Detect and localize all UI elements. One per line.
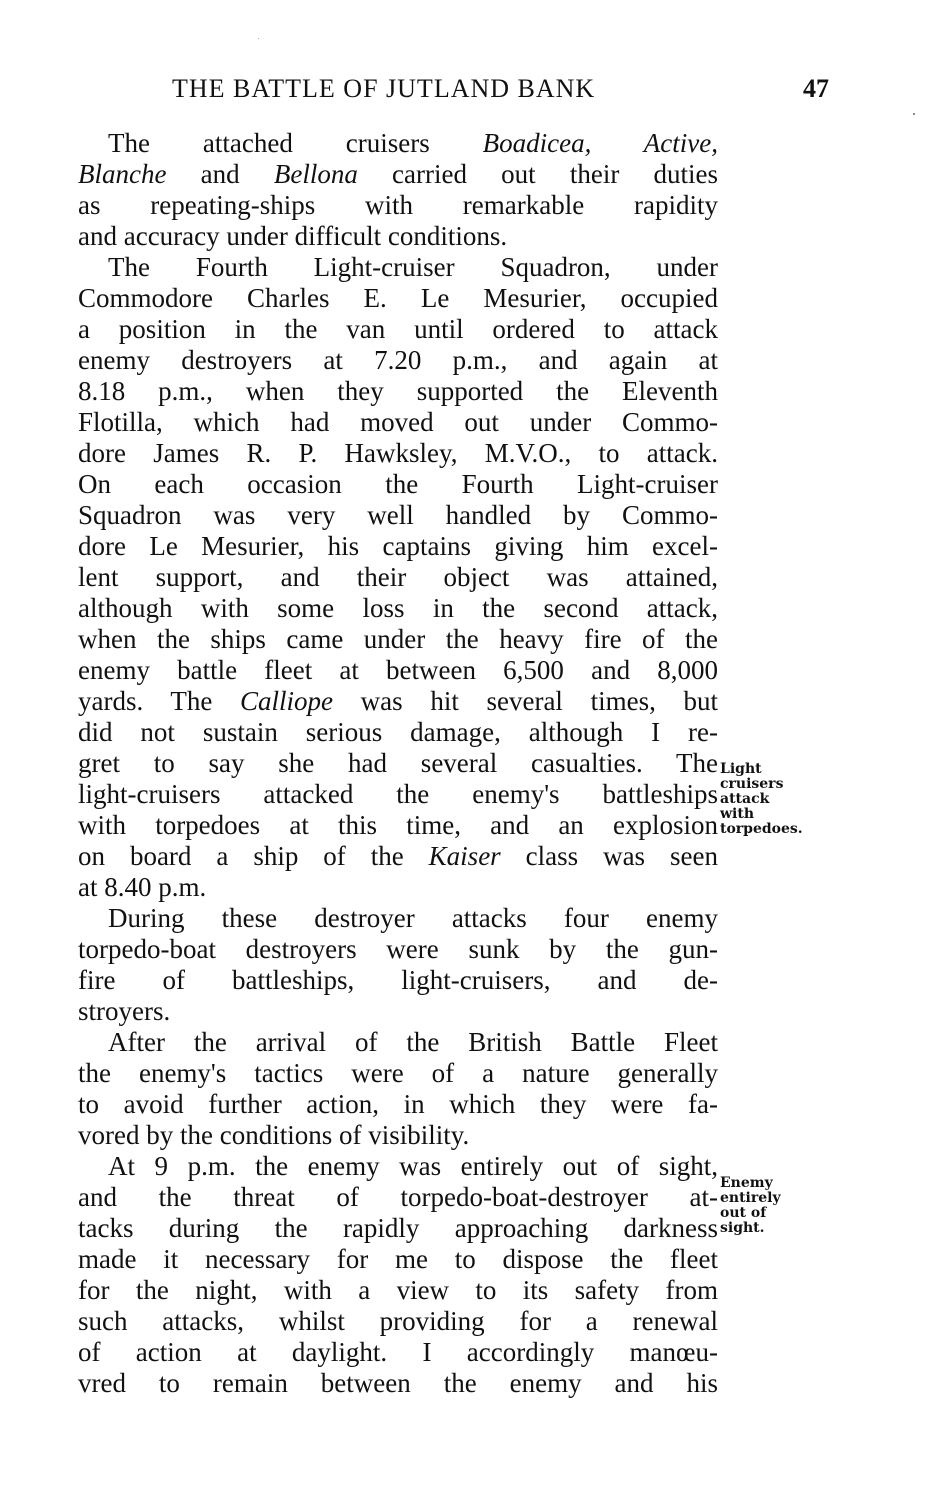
marginal-line: entirely [720, 1190, 781, 1206]
page-number: 47 [803, 74, 829, 103]
text-line: on board a ship of the Kaiser class was seen [78, 841, 718, 871]
text-line: of action at daylight. I accordingly manœu- [78, 1337, 718, 1367]
marginal-line: out of [720, 1205, 767, 1221]
text-line: when the ships came under the heavy fire of the [78, 624, 718, 654]
text-line: for the night, with a view to its safety from [78, 1275, 718, 1305]
running-head: THE BATTLE OF JUTLAND BANK [172, 74, 596, 103]
marginal-note-enemy-out-of-sight [720, 1176, 781, 1236]
text-line: During these destroyer attacks four enemy [108, 903, 718, 933]
text-line: Squadron was very well handled by Commo- [78, 500, 718, 530]
text-line: made it necessary for me to dispose the fleet [78, 1244, 718, 1274]
marginal-line: Light [720, 761, 762, 777]
text-line: The attached cruisers Boadicea, Active, [108, 128, 718, 158]
text-line: dore Le Mesurier, his captains giving him excel- [78, 531, 718, 561]
text-line: On each occasion the Fourth Light-cruiser [78, 469, 718, 499]
scan-speck [913, 113, 915, 115]
marginal-line: sight. [720, 1220, 765, 1236]
text-line: lent support, and their object was attained, [78, 562, 718, 592]
text-line: as repeating-ships with remarkable rapidity [78, 190, 718, 220]
text-line: Commodore Charles E. Le Mesurier, occupied [78, 283, 718, 313]
text-line: fire of battleships, light-cruisers, and de- [78, 965, 718, 995]
text-line: vred to remain between the enemy and his [78, 1368, 718, 1398]
text-line: gret to say she had several casualties. The [78, 748, 718, 778]
text-line: At 9 p.m. the enemy was entirely out of sight, [108, 1151, 718, 1181]
text-line: and accuracy under difficult conditions. [78, 221, 508, 251]
text-line: tacks during the rapidly approaching darkness [78, 1213, 718, 1243]
text-line: enemy battle fleet at between 6,500 and 8,000 [78, 655, 718, 685]
text-line: did not sustain serious damage, although I re- [78, 717, 718, 747]
marginal-note-light-cruisers [720, 762, 803, 837]
marginal-line: cruisers [720, 776, 784, 792]
text-line: After the arrival of the British Battle Fleet [108, 1027, 718, 1057]
text-line: at 8.40 p.m. [78, 872, 207, 902]
text-line: Flotilla, which had moved out under Commo- [78, 407, 718, 437]
text-line: such attacks, whilst providing for a renewal [78, 1306, 718, 1336]
text-line: 8.18 p.m., when they supported the Eleventh [78, 376, 718, 406]
text-line: the enemy's tactics were of a nature generally [78, 1058, 718, 1088]
marginal-line: Enemy [720, 1175, 773, 1191]
text-line: The Fourth Light-cruiser Squadron, under [108, 252, 718, 282]
text-line: vored by the conditions of visibility. [78, 1120, 470, 1150]
text-line: light-cruisers attacked the enemy's battleships [78, 779, 718, 809]
text-line: stroyers. [78, 996, 171, 1026]
text-line: a position in the van until ordered to attack [78, 314, 718, 344]
marginal-line: torpedoes. [720, 821, 803, 837]
text-line: with torpedoes at this time, and an explosion [78, 810, 718, 840]
text-line: dore James R. P. Hawksley, M.V.O., to attack. [78, 438, 718, 468]
text-line: and the threat of torpedo-boat-destroyer at- [78, 1182, 718, 1212]
text-line: Blanche and Bellona carried out their duties [78, 159, 718, 189]
scan-speck [258, 38, 259, 39]
marginal-line: with [720, 806, 755, 822]
body-text [78, 128, 718, 1399]
marginal-line: attack [720, 791, 770, 807]
text-line: although with some loss in the second attack, [78, 593, 718, 623]
text-line: enemy destroyers at 7.20 p.m., and again at [78, 345, 718, 375]
text-line: torpedo-boat destroyers were sunk by the gun- [78, 934, 718, 964]
text-line: yards. The Calliope was hit several times, but [78, 686, 718, 716]
text-line: to avoid further action, in which they were fa- [78, 1089, 718, 1119]
